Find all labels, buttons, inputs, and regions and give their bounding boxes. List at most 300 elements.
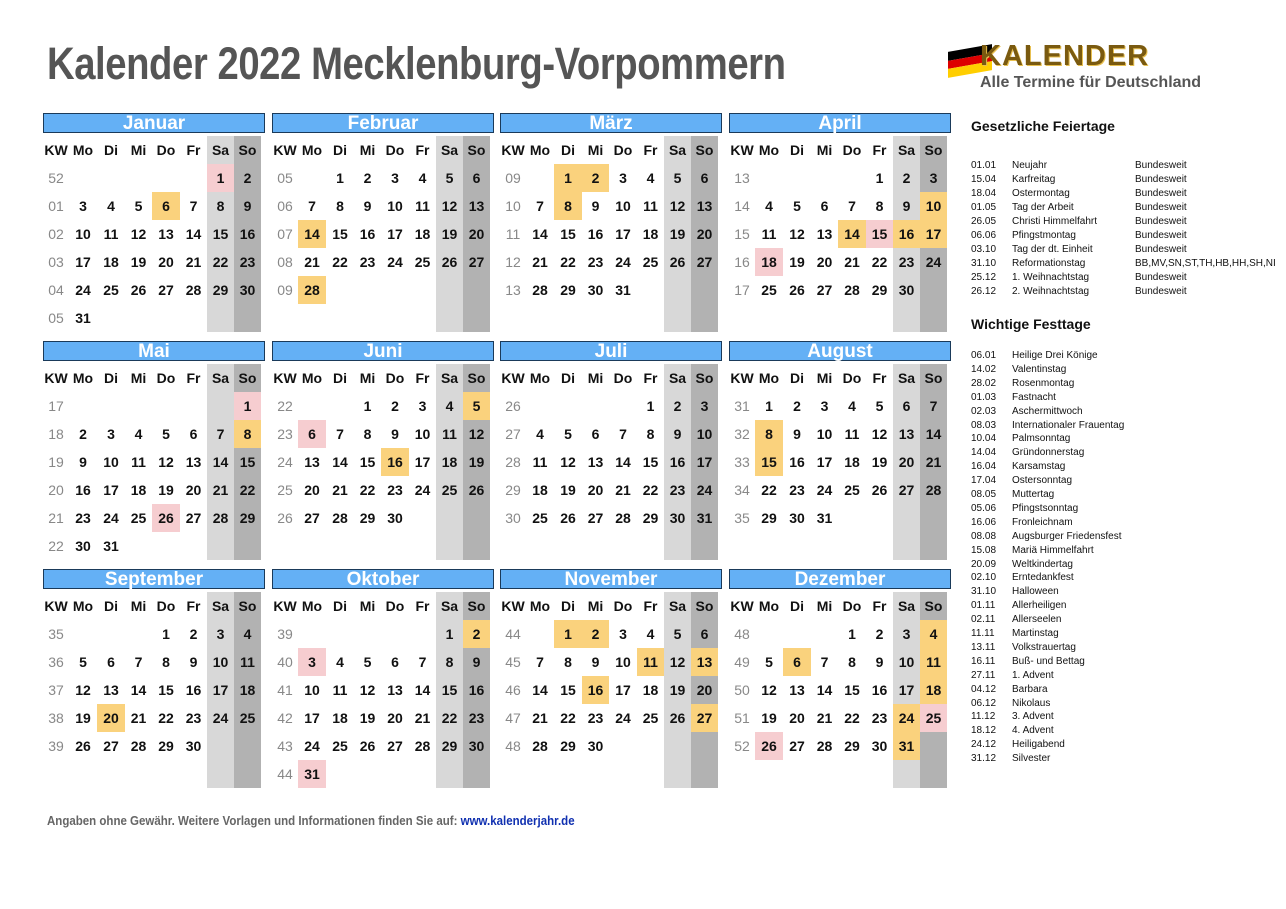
day-cell[interactable]: 14 xyxy=(532,682,548,698)
day-cell[interactable]: 29 xyxy=(560,738,576,754)
day-cell[interactable]: 9 xyxy=(391,426,399,442)
day-cell[interactable]: 23 xyxy=(468,710,485,726)
day-cell[interactable]: 7 xyxy=(189,198,198,214)
day-cell[interactable]: 19 xyxy=(130,254,147,270)
day-cell[interactable]: 22 xyxy=(844,710,860,726)
day-cell[interactable]: 23 xyxy=(239,254,256,270)
festtag-day-cell[interactable]: 31 xyxy=(893,732,920,760)
day-cell[interactable]: 30 xyxy=(75,538,91,554)
day-cell[interactable]: 26 xyxy=(560,510,576,526)
day-cell[interactable]: 1 xyxy=(848,626,856,642)
day-cell[interactable]: 7 xyxy=(820,654,829,670)
festtag-day-cell[interactable]: 5 xyxy=(463,392,490,420)
day-cell[interactable]: 19 xyxy=(441,226,458,242)
festtag-day-cell[interactable]: 16 xyxy=(893,220,920,248)
day-cell[interactable]: 16 xyxy=(871,682,888,698)
day-cell[interactable]: 28 xyxy=(130,738,147,754)
day-cell[interactable]: 23 xyxy=(185,710,202,726)
day-cell[interactable]: 3 xyxy=(820,398,829,414)
day-cell[interactable]: 17 xyxy=(212,682,229,698)
day-cell[interactable]: 19 xyxy=(359,710,376,726)
day-cell[interactable]: 5 xyxy=(445,170,454,186)
festtag-day-cell[interactable]: 8 xyxy=(554,192,582,220)
day-cell[interactable]: 9 xyxy=(363,198,372,214)
day-cell[interactable]: 4 xyxy=(336,654,344,670)
day-cell[interactable]: 16 xyxy=(185,682,202,698)
day-cell[interactable]: 26 xyxy=(441,254,458,270)
day-cell[interactable]: 12 xyxy=(669,198,686,214)
day-cell[interactable]: 20 xyxy=(816,254,833,270)
day-cell[interactable]: 20 xyxy=(789,710,805,726)
day-cell[interactable]: 25 xyxy=(642,254,659,270)
day-cell[interactable]: 6 xyxy=(902,398,911,414)
day-cell[interactable]: 9 xyxy=(875,654,884,670)
day-cell[interactable]: 17 xyxy=(816,454,833,470)
day-cell[interactable]: 28 xyxy=(816,738,833,754)
day-cell[interactable]: 5 xyxy=(793,198,801,214)
day-cell[interactable]: 22 xyxy=(642,482,659,498)
day-cell[interactable]: 12 xyxy=(130,226,147,242)
day-cell[interactable]: 3 xyxy=(902,626,911,642)
day-cell[interactable]: 23 xyxy=(75,510,91,526)
day-cell[interactable]: 21 xyxy=(414,710,431,726)
day-cell[interactable]: 15 xyxy=(441,682,458,698)
day-cell[interactable]: 4 xyxy=(445,398,454,414)
day-cell[interactable]: 10 xyxy=(414,426,431,442)
day-cell[interactable]: 25 xyxy=(414,254,431,270)
day-cell[interactable]: 14 xyxy=(925,426,942,442)
day-cell[interactable]: 1 xyxy=(363,398,372,414)
day-cell[interactable]: 13 xyxy=(789,682,805,698)
day-cell[interactable]: 16 xyxy=(669,454,686,470)
day-cell[interactable]: 22 xyxy=(212,254,229,270)
day-cell[interactable]: 14 xyxy=(130,682,147,698)
day-cell[interactable]: 11 xyxy=(532,454,548,470)
day-cell[interactable]: 23 xyxy=(898,254,915,270)
day-cell[interactable]: 5 xyxy=(765,654,773,670)
day-cell[interactable]: 22 xyxy=(332,254,348,270)
day-cell[interactable]: 11 xyxy=(415,198,430,214)
festtag-day-cell[interactable]: 16 xyxy=(582,676,609,704)
day-cell[interactable]: 11 xyxy=(761,226,777,242)
festtag-day-cell[interactable]: 28 xyxy=(298,276,326,304)
day-cell[interactable]: 1 xyxy=(445,626,454,642)
day-cell[interactable]: 30 xyxy=(468,738,485,754)
festtag-day-cell[interactable]: 10 xyxy=(920,192,947,220)
day-cell[interactable]: 2 xyxy=(363,170,372,186)
day-cell[interactable]: 10 xyxy=(103,454,119,470)
day-cell[interactable]: 10 xyxy=(615,654,631,670)
day-cell[interactable]: 14 xyxy=(212,454,229,470)
day-cell[interactable]: 21 xyxy=(844,254,860,270)
day-cell[interactable]: 19 xyxy=(761,710,777,726)
day-cell[interactable]: 1 xyxy=(336,170,344,186)
festtag-day-cell[interactable]: 17 xyxy=(920,220,947,248)
day-cell[interactable]: 20 xyxy=(696,226,713,242)
day-cell[interactable]: 10 xyxy=(816,426,833,442)
day-cell[interactable]: 28 xyxy=(212,510,229,526)
day-cell[interactable]: 20 xyxy=(898,454,915,470)
day-cell[interactable]: 18 xyxy=(239,682,256,698)
day-cell[interactable]: 17 xyxy=(615,226,631,242)
day-cell[interactable]: 18 xyxy=(130,482,147,498)
day-cell[interactable]: 22 xyxy=(441,710,458,726)
day-cell[interactable]: 27 xyxy=(587,510,604,526)
day-cell[interactable]: 13 xyxy=(898,426,915,442)
holiday-day-cell[interactable]: 26 xyxy=(755,732,783,760)
day-cell[interactable]: 29 xyxy=(560,282,576,298)
day-cell[interactable]: 7 xyxy=(536,198,544,214)
day-cell[interactable]: 28 xyxy=(925,482,942,498)
festtag-day-cell[interactable]: 20 xyxy=(97,704,125,732)
day-cell[interactable]: 4 xyxy=(765,198,773,214)
day-cell[interactable]: 13 xyxy=(816,226,833,242)
day-cell[interactable]: 17 xyxy=(387,226,403,242)
day-cell[interactable]: 22 xyxy=(158,710,174,726)
day-cell[interactable]: 7 xyxy=(929,398,938,414)
day-cell[interactable]: 12 xyxy=(158,454,174,470)
day-cell[interactable]: 12 xyxy=(441,198,458,214)
day-cell[interactable]: 26 xyxy=(359,738,376,754)
day-cell[interactable]: 11 xyxy=(103,226,119,242)
day-cell[interactable]: 24 xyxy=(615,254,631,270)
day-cell[interactable]: 26 xyxy=(669,254,686,270)
day-cell[interactable]: 14 xyxy=(532,226,548,242)
day-cell[interactable]: 10 xyxy=(615,198,631,214)
day-cell[interactable]: 29 xyxy=(158,738,174,754)
day-cell[interactable]: 26 xyxy=(75,738,91,754)
day-cell[interactable]: 13 xyxy=(158,226,174,242)
day-cell[interactable]: 24 xyxy=(615,710,631,726)
day-cell[interactable]: 5 xyxy=(875,398,884,414)
day-cell[interactable]: 21 xyxy=(925,454,942,470)
day-cell[interactable]: 13 xyxy=(185,454,202,470)
day-cell[interactable]: 17 xyxy=(414,454,431,470)
day-cell[interactable]: 1 xyxy=(646,398,655,414)
day-cell[interactable]: 5 xyxy=(673,626,682,642)
day-cell[interactable]: 3 xyxy=(79,198,87,214)
day-cell[interactable]: 12 xyxy=(871,426,888,442)
day-cell[interactable]: 12 xyxy=(789,226,805,242)
day-cell[interactable]: 19 xyxy=(75,710,91,726)
day-cell[interactable]: 27 xyxy=(387,738,403,754)
day-cell[interactable]: 5 xyxy=(79,654,87,670)
day-cell[interactable]: 11 xyxy=(643,198,658,214)
day-cell[interactable]: 3 xyxy=(929,170,938,186)
day-cell[interactable]: 15 xyxy=(239,454,256,470)
festtag-day-cell[interactable]: 11 xyxy=(637,648,664,676)
day-cell[interactable]: 15 xyxy=(212,226,229,242)
day-cell[interactable]: 6 xyxy=(820,198,829,214)
day-cell[interactable]: 14 xyxy=(332,454,348,470)
day-cell[interactable]: 9 xyxy=(591,198,600,214)
festtag-day-cell[interactable]: 1 xyxy=(554,620,582,648)
day-cell[interactable]: 23 xyxy=(359,254,376,270)
day-cell[interactable]: 8 xyxy=(848,654,856,670)
day-cell[interactable]: 13 xyxy=(587,454,604,470)
day-cell[interactable]: 2 xyxy=(391,398,399,414)
day-cell[interactable]: 11 xyxy=(131,454,146,470)
day-cell[interactable]: 2 xyxy=(902,170,911,186)
day-cell[interactable]: 6 xyxy=(107,654,115,670)
day-cell[interactable]: 30 xyxy=(669,510,686,526)
day-cell[interactable]: 25 xyxy=(532,510,548,526)
day-cell[interactable]: 31 xyxy=(615,282,631,298)
day-cell[interactable]: 1 xyxy=(875,170,884,186)
day-cell[interactable]: 29 xyxy=(239,510,256,526)
day-cell[interactable]: 20 xyxy=(158,254,174,270)
holiday-day-cell[interactable]: 1 xyxy=(207,164,234,192)
day-cell[interactable]: 29 xyxy=(441,738,458,754)
day-cell[interactable]: 15 xyxy=(359,454,376,470)
day-cell[interactable]: 3 xyxy=(418,398,427,414)
day-cell[interactable]: 12 xyxy=(75,682,91,698)
day-cell[interactable]: 27 xyxy=(103,738,119,754)
day-cell[interactable]: 23 xyxy=(587,254,604,270)
day-cell[interactable]: 7 xyxy=(619,426,627,442)
day-cell[interactable]: 9 xyxy=(243,198,252,214)
day-cell[interactable]: 16 xyxy=(789,454,805,470)
festtag-day-cell[interactable]: 11 xyxy=(920,648,947,676)
holiday-day-cell[interactable]: 26 xyxy=(152,504,180,532)
day-cell[interactable]: 3 xyxy=(619,170,627,186)
day-cell[interactable]: 26 xyxy=(669,710,686,726)
day-cell[interactable]: 30 xyxy=(185,738,202,754)
day-cell[interactable]: 2 xyxy=(875,626,884,642)
day-cell[interactable]: 22 xyxy=(560,710,576,726)
day-cell[interactable]: 7 xyxy=(336,426,344,442)
day-cell[interactable]: 6 xyxy=(189,426,198,442)
day-cell[interactable]: 9 xyxy=(591,654,600,670)
holiday-day-cell[interactable]: 25 xyxy=(920,704,947,732)
day-cell[interactable]: 17 xyxy=(615,682,631,698)
day-cell[interactable]: 8 xyxy=(875,198,884,214)
day-cell[interactable]: 25 xyxy=(130,510,147,526)
day-cell[interactable]: 9 xyxy=(472,654,481,670)
day-cell[interactable]: 9 xyxy=(189,654,198,670)
day-cell[interactable]: 24 xyxy=(103,510,119,526)
day-cell[interactable]: 7 xyxy=(216,426,225,442)
day-cell[interactable]: 21 xyxy=(185,254,202,270)
day-cell[interactable]: 17 xyxy=(898,682,915,698)
day-cell[interactable]: 5 xyxy=(564,426,572,442)
day-cell[interactable]: 22 xyxy=(239,482,256,498)
day-cell[interactable]: 16 xyxy=(359,226,376,242)
day-cell[interactable]: 5 xyxy=(673,170,682,186)
day-cell[interactable]: 28 xyxy=(332,510,348,526)
day-cell[interactable]: 6 xyxy=(472,170,481,186)
day-cell[interactable]: 30 xyxy=(871,738,888,754)
day-cell[interactable]: 28 xyxy=(414,738,431,754)
day-cell[interactable]: 2 xyxy=(79,426,87,442)
day-cell[interactable]: 13 xyxy=(304,454,320,470)
day-cell[interactable]: 28 xyxy=(844,282,860,298)
day-cell[interactable]: 27 xyxy=(158,282,174,298)
festtag-day-cell[interactable]: 6 xyxy=(783,648,811,676)
day-cell[interactable]: 13 xyxy=(387,682,403,698)
day-cell[interactable]: 11 xyxy=(332,682,348,698)
day-cell[interactable]: 7 xyxy=(418,654,427,670)
day-cell[interactable]: 30 xyxy=(898,282,915,298)
day-cell[interactable]: 22 xyxy=(871,254,888,270)
holiday-day-cell[interactable]: 18 xyxy=(755,248,783,276)
day-cell[interactable]: 27 xyxy=(789,738,805,754)
day-cell[interactable]: 13 xyxy=(468,198,485,214)
day-cell[interactable]: 4 xyxy=(646,170,655,186)
festtag-day-cell[interactable]: 1 xyxy=(554,164,582,192)
day-cell[interactable]: 21 xyxy=(304,254,320,270)
day-cell[interactable]: 26 xyxy=(468,482,485,498)
day-cell[interactable]: 18 xyxy=(844,454,860,470)
day-cell[interactable]: 12 xyxy=(468,426,485,442)
day-cell[interactable]: 21 xyxy=(332,482,348,498)
day-cell[interactable]: 30 xyxy=(587,738,604,754)
day-cell[interactable]: 28 xyxy=(185,282,202,298)
day-cell[interactable]: 20 xyxy=(304,482,320,498)
day-cell[interactable]: 18 xyxy=(642,226,659,242)
day-cell[interactable]: 8 xyxy=(363,426,372,442)
day-cell[interactable]: 12 xyxy=(560,454,576,470)
day-cell[interactable]: 27 xyxy=(185,510,202,526)
day-cell[interactable]: 16 xyxy=(468,682,485,698)
day-cell[interactable]: 19 xyxy=(468,454,485,470)
day-cell[interactable]: 14 xyxy=(615,454,631,470)
day-cell[interactable]: 23 xyxy=(789,482,805,498)
festtag-day-cell[interactable]: 14 xyxy=(298,220,326,248)
day-cell[interactable]: 10 xyxy=(75,226,91,242)
day-cell[interactable]: 3 xyxy=(700,398,709,414)
day-cell[interactable]: 30 xyxy=(387,510,403,526)
day-cell[interactable]: 10 xyxy=(696,426,713,442)
day-cell[interactable]: 24 xyxy=(212,710,229,726)
day-cell[interactable]: 6 xyxy=(700,170,709,186)
day-cell[interactable]: 18 xyxy=(414,226,431,242)
festtag-day-cell[interactable]: 18 xyxy=(920,676,947,704)
holiday-day-cell[interactable]: 1 xyxy=(234,392,261,420)
day-cell[interactable]: 30 xyxy=(239,282,256,298)
day-cell[interactable]: 4 xyxy=(243,626,252,642)
day-cell[interactable]: 4 xyxy=(134,426,143,442)
day-cell[interactable]: 9 xyxy=(79,454,87,470)
day-cell[interactable]: 20 xyxy=(387,710,403,726)
day-cell[interactable]: 9 xyxy=(673,426,682,442)
day-cell[interactable]: 10 xyxy=(898,654,915,670)
day-cell[interactable]: 30 xyxy=(789,510,805,526)
day-cell[interactable]: 14 xyxy=(185,226,202,242)
festtag-day-cell[interactable]: 6 xyxy=(152,192,180,220)
day-cell[interactable]: 15 xyxy=(332,226,348,242)
day-cell[interactable]: 21 xyxy=(816,710,833,726)
festtag-day-cell[interactable]: 14 xyxy=(838,220,866,248)
day-cell[interactable]: 29 xyxy=(359,510,376,526)
festtag-day-cell[interactable]: 4 xyxy=(920,620,947,648)
day-cell[interactable]: 29 xyxy=(844,738,860,754)
day-cell[interactable]: 28 xyxy=(532,282,548,298)
day-cell[interactable]: 12 xyxy=(669,654,686,670)
day-cell[interactable]: 18 xyxy=(642,682,659,698)
day-cell[interactable]: 26 xyxy=(871,482,888,498)
day-cell[interactable]: 29 xyxy=(761,510,777,526)
day-cell[interactable]: 7 xyxy=(134,654,143,670)
brand-logo[interactable] xyxy=(946,42,1206,98)
day-cell[interactable]: 29 xyxy=(871,282,888,298)
day-cell[interactable]: 18 xyxy=(532,482,548,498)
day-cell[interactable]: 14 xyxy=(414,682,431,698)
day-cell[interactable]: 27 xyxy=(898,482,915,498)
day-cell[interactable]: 25 xyxy=(239,710,256,726)
day-cell[interactable]: 22 xyxy=(560,254,576,270)
day-cell[interactable]: 5 xyxy=(134,198,143,214)
day-cell[interactable]: 30 xyxy=(587,282,604,298)
day-cell[interactable]: 6 xyxy=(591,426,600,442)
day-cell[interactable]: 16 xyxy=(587,226,604,242)
day-cell[interactable]: 10 xyxy=(387,198,403,214)
day-cell[interactable]: 31 xyxy=(816,510,833,526)
day-cell[interactable]: 23 xyxy=(587,710,604,726)
day-cell[interactable]: 10 xyxy=(304,682,320,698)
day-cell[interactable]: 24 xyxy=(696,482,713,498)
day-cell[interactable]: 5 xyxy=(363,654,372,670)
day-cell[interactable]: 7 xyxy=(536,654,544,670)
day-cell[interactable]: 16 xyxy=(239,226,256,242)
festtag-day-cell[interactable]: 27 xyxy=(691,704,718,732)
day-cell[interactable]: 22 xyxy=(761,482,777,498)
day-cell[interactable]: 24 xyxy=(925,254,942,270)
day-cell[interactable]: 18 xyxy=(441,454,458,470)
day-cell[interactable]: 9 xyxy=(793,426,801,442)
day-cell[interactable]: 13 xyxy=(696,198,713,214)
day-cell[interactable]: 8 xyxy=(564,654,572,670)
day-cell[interactable]: 3 xyxy=(619,626,627,642)
day-cell[interactable]: 20 xyxy=(468,226,485,242)
day-cell[interactable]: 31 xyxy=(103,538,119,554)
day-cell[interactable]: 19 xyxy=(669,682,686,698)
day-cell[interactable]: 3 xyxy=(391,170,399,186)
day-cell[interactable]: 7 xyxy=(848,198,856,214)
festtag-day-cell[interactable]: 24 xyxy=(893,704,920,732)
day-cell[interactable]: 11 xyxy=(844,426,860,442)
day-cell[interactable]: 26 xyxy=(789,282,805,298)
day-cell[interactable]: 21 xyxy=(130,710,147,726)
day-cell[interactable]: 15 xyxy=(560,226,576,242)
day-cell[interactable]: 23 xyxy=(669,482,686,498)
day-cell[interactable]: 11 xyxy=(442,426,457,442)
day-cell[interactable]: 2 xyxy=(243,170,252,186)
day-cell[interactable]: 23 xyxy=(871,710,888,726)
day-cell[interactable]: 8 xyxy=(162,654,170,670)
day-cell[interactable]: 21 xyxy=(615,482,631,498)
day-cell[interactable]: 12 xyxy=(359,682,376,698)
festtag-day-cell[interactable]: 13 xyxy=(691,648,718,676)
festtag-day-cell[interactable]: 15 xyxy=(755,448,783,476)
day-cell[interactable]: 12 xyxy=(761,682,777,698)
day-cell[interactable]: 15 xyxy=(158,682,174,698)
day-cell[interactable]: 27 xyxy=(304,510,320,526)
day-cell[interactable]: 4 xyxy=(536,426,544,442)
day-cell[interactable]: 18 xyxy=(332,710,348,726)
footer-link[interactable]: www.kalenderjahr.de xyxy=(460,814,575,828)
day-cell[interactable]: 25 xyxy=(642,710,659,726)
day-cell[interactable]: 19 xyxy=(789,254,805,270)
day-cell[interactable]: 6 xyxy=(700,626,709,642)
day-cell[interactable]: 4 xyxy=(418,170,427,186)
day-cell[interactable]: 27 xyxy=(696,254,713,270)
day-cell[interactable]: 31 xyxy=(75,310,91,326)
day-cell[interactable]: 7 xyxy=(308,198,316,214)
day-cell[interactable]: 28 xyxy=(532,738,548,754)
day-cell[interactable]: 15 xyxy=(642,454,659,470)
day-cell[interactable]: 8 xyxy=(646,426,655,442)
